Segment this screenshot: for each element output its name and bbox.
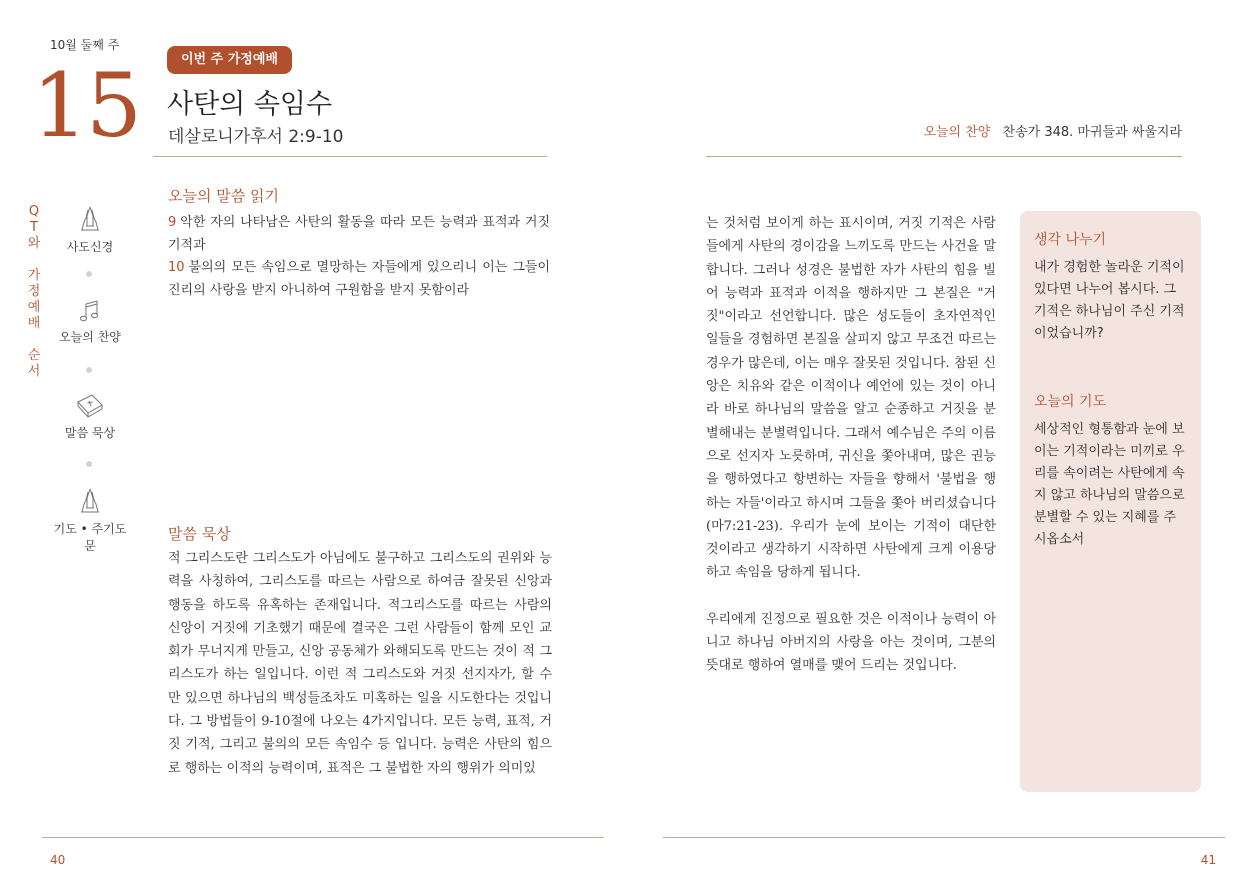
step-label: 오늘의 찬양 — [59, 330, 121, 344]
section-badge: 이번 주 가정예배 — [167, 46, 292, 74]
page-number-right: 41 — [1200, 853, 1216, 867]
vertical-char: 순 — [27, 348, 41, 363]
prayer-heading: 오늘의 기도 — [1034, 394, 1107, 410]
reading-heading: 오늘의 말씀 읽기 — [168, 187, 279, 205]
bible-icon — [74, 392, 106, 420]
order-step-hymn — [48, 298, 132, 345]
meditation-text-right — [706, 212, 996, 678]
praying-hands-icon — [75, 486, 105, 516]
step-label: 말씀 묵상 — [64, 426, 116, 440]
verse-number: 9 — [168, 215, 177, 230]
order-step-prayer — [48, 486, 132, 554]
worship-order-vertical-label — [24, 204, 44, 380]
prayer-text: 세상적인 형통함과 눈에 보이는 기적이라는 미끼로 우리를 속이려는 사탄에게 속지 않고 하나님의 말씀으로 분별할 수 있는 지혜를 주시옵소서 — [1034, 422, 1185, 547]
page-number-left: 40 — [50, 853, 66, 867]
vertical-char: 가 — [27, 268, 41, 283]
step-label: 기도 • 주기도문 — [53, 522, 127, 553]
verse-text: 불의의 모든 속임으로 멸망하는 자들에게 있으리니 이는 그들이 진리의 사랑을 받지 아니하여 구원함을 받지 못함이라 — [168, 260, 550, 298]
divider — [706, 156, 1182, 157]
hymn-value: 찬송가 348. 마귀들과 싸울지라 — [1002, 125, 1182, 140]
divider — [153, 156, 547, 157]
vertical-char: T — [30, 220, 38, 235]
verse — [168, 257, 550, 302]
page-title: 사탄의 속임수 — [167, 89, 333, 120]
vertical-char: 서 — [27, 364, 41, 379]
meditation-paragraph: 우리에게 진정으로 필요한 것은 이적이나 능력이 아니고 하나님 아버지의 사랑을 아는 것이며, 그분의 뜻대로 행하여 열매를 맺어 드리는 것입니다. — [706, 611, 996, 674]
music-note-icon — [75, 298, 105, 324]
hymn-line — [923, 121, 1182, 140]
day-number: 15 — [32, 54, 140, 157]
verse-number: 10 — [168, 260, 185, 275]
meditation-heading: 말씀 묵상 — [168, 525, 231, 543]
meditation-text-left: 적 그리스도란 그리스도가 아님에도 불구하고 그리스도의 권위와 능력을 사칭하여, 그리스도를 따르는 사람으로 하여금 잘못된 신앙과 행동을 하도록 유혹하는 존재입니다. 적그리스도를 따르는 사람의 신앙이 거짓에 기초했기 때문에 결국은 그런 사람들이 함께 모인 교회가 무너지게 만들고, 신앙 공동체가 와해되도록 만드는 것이 적 그리스도가 하는 일입니다. 이런 적 그리스도와 거짓 선지자가, 할 수만 있으면 하나님의 백성들조차도 미혹하는 일을 시도한다는 것입니다. 그 방법들이 9-10절에 나오는 4가지입니다. 모든 능력, 표적, 거짓 기적, 그리고 불의의 모든 속임수 등 입니다. 능력은 사탄의 힘으로 행하는 이적의 능력이며, 표적은 그 불법한 자의 행위가 의미있 — [168, 551, 552, 776]
footer-divider — [663, 837, 1225, 838]
order-step-meditation — [48, 392, 132, 441]
week-label: 10월 둘째 주 — [50, 38, 120, 52]
order-step-creed — [48, 204, 132, 255]
vertical-char: 정 — [27, 284, 41, 299]
vertical-char: Q — [28, 204, 40, 219]
share-heading: 생각 나누기 — [1034, 232, 1107, 248]
vertical-char: 와 — [27, 236, 41, 251]
verse — [168, 212, 550, 257]
vertical-char: 배 — [27, 316, 41, 331]
verse-text: 악한 자의 나타남은 사탄의 활동을 따라 모든 능력과 표적과 거짓 기적과 — [168, 215, 550, 253]
step-label: 사도신경 — [66, 240, 114, 254]
footer-divider — [42, 837, 604, 838]
step-dot — [86, 461, 92, 467]
step-dot — [86, 367, 92, 373]
share-text: 내가 경험한 놀라운 기적이 있다면 나누어 봅시다. 그 기적은 하나님이 주신 기적이었습니까? — [1034, 260, 1185, 341]
scripture-text — [168, 212, 550, 302]
meditation-paragraph: 는 것처럼 보이게 하는 표시이며, 거짓 기적은 사람들에게 사탄의 경이감을 느끼도록 만드는 사건을 말합니다. 그러나 성경은 불법한 자가 사탄의 힘을 빌어 능력과 표적과 이적을 행하지만 그 본질은 "거짓"이라고 선언합니다. 많은 성도들이 초자연적인 일들을 경험하면 본질을 살피지 않고 무조건 따르는 경우가 많은데, 이는 매우 잘못된 것입니다. 참된 신앙은 치유와 같은 이적이나 예언에 있는 것이 아니라 바로 하나님의 말씀을 알고 순종하고 거짓을 분별해내는 분별력입니다. 그래서 예수님은 주의 이름으로 선지자 노릇하며, 귀신을 쫓아내며, 많은 권능을 행하였다고 항변하는 자들을 향해서 '불법을 행하는 자들'이라고 하시며 그들을 쫓아 버리셨습니다 (마7:21-23). 우리가 눈에 보이는 기적이 대단한 것이라고 생각하기 시작하면 사탄에게 크게 이용당하고 속임을 당하게 됩니다. — [706, 216, 996, 581]
reflection-sidebar — [1020, 211, 1201, 792]
hymn-label: 오늘의 찬양 — [923, 125, 991, 140]
vertical-char: 예 — [27, 300, 41, 315]
praying-hands-icon — [75, 204, 105, 234]
step-dot — [86, 271, 92, 277]
scripture-reference: 데살로니가후서 2:9-10 — [168, 127, 344, 147]
